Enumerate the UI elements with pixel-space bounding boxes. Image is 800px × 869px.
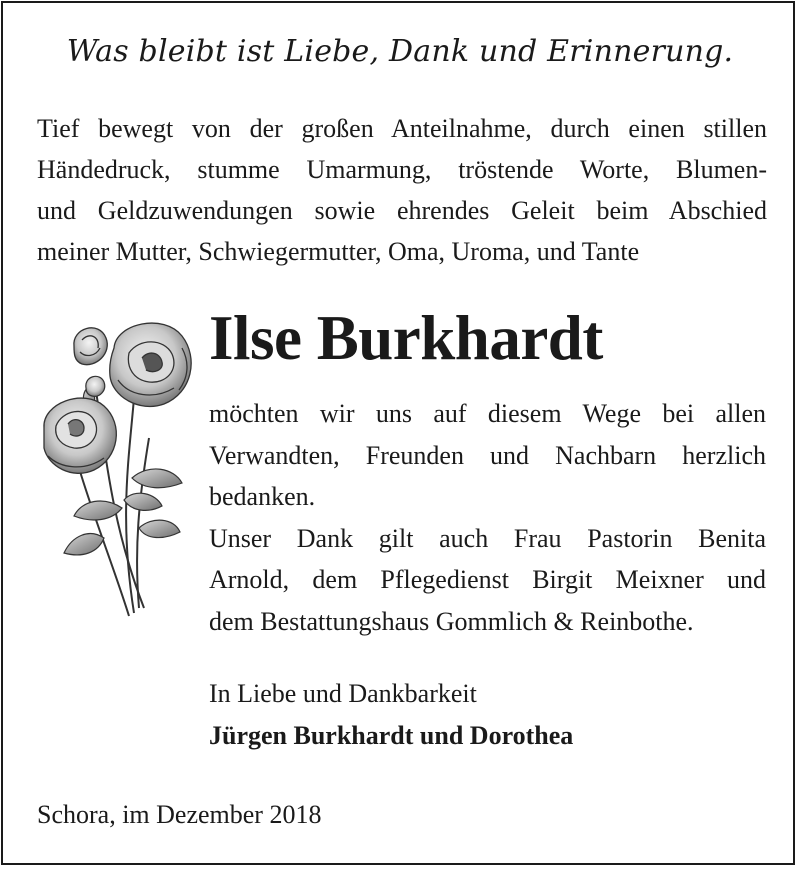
rose-lower [44,398,116,473]
intro-paragraph [37,108,767,272]
thanks-line: Verwandten, Freunden und Nachbarn herzlich [209,440,766,470]
roses-illustration [34,318,209,618]
place-date: Schora, im Dezember 2018 [37,800,322,829]
intro-line: meiner Mutter, Schwiegermutter, Oma, Uroma, und Tante [37,237,640,266]
signers: Jürgen Burkhardt und Dorothea [209,721,574,750]
motto-line: Was bleibt ist Liebe, Dank und Erinnerung. [66,34,734,69]
deceased-name: Ilse Burkhardt [209,303,603,373]
special-thanks-line: dem Bestattungshaus Gommlich & Reinbothe. [209,606,694,636]
rose-bud [74,328,107,365]
special-thanks-line: Arnold, dem Pflegedienst Birgit Meixner und [209,565,766,594]
rose-large [110,323,191,406]
rose-small-bud [86,376,105,396]
thanks-line: bedanken. [209,482,316,511]
special-thanks-line: Unser Dank gilt auch Frau Pastorin Benita [209,523,766,553]
closing-block [209,673,573,757]
intro-line: Händedruck, stumme Umarmung, tröstende Worte, Blumen- [37,155,767,184]
thanks-paragraph [209,393,766,642]
intro-line: Tief bewegt von der großen Anteilnahme, durch einen stillen [37,114,767,143]
thanks-line: möchten wir uns auf diesem Wege bei allen [209,399,766,428]
closing-phrase: In Liebe und Dankbarkeit [209,679,477,708]
intro-line: und Geldzuwendungen sowie ehrendes Geleit beim Abschied [37,196,767,225]
